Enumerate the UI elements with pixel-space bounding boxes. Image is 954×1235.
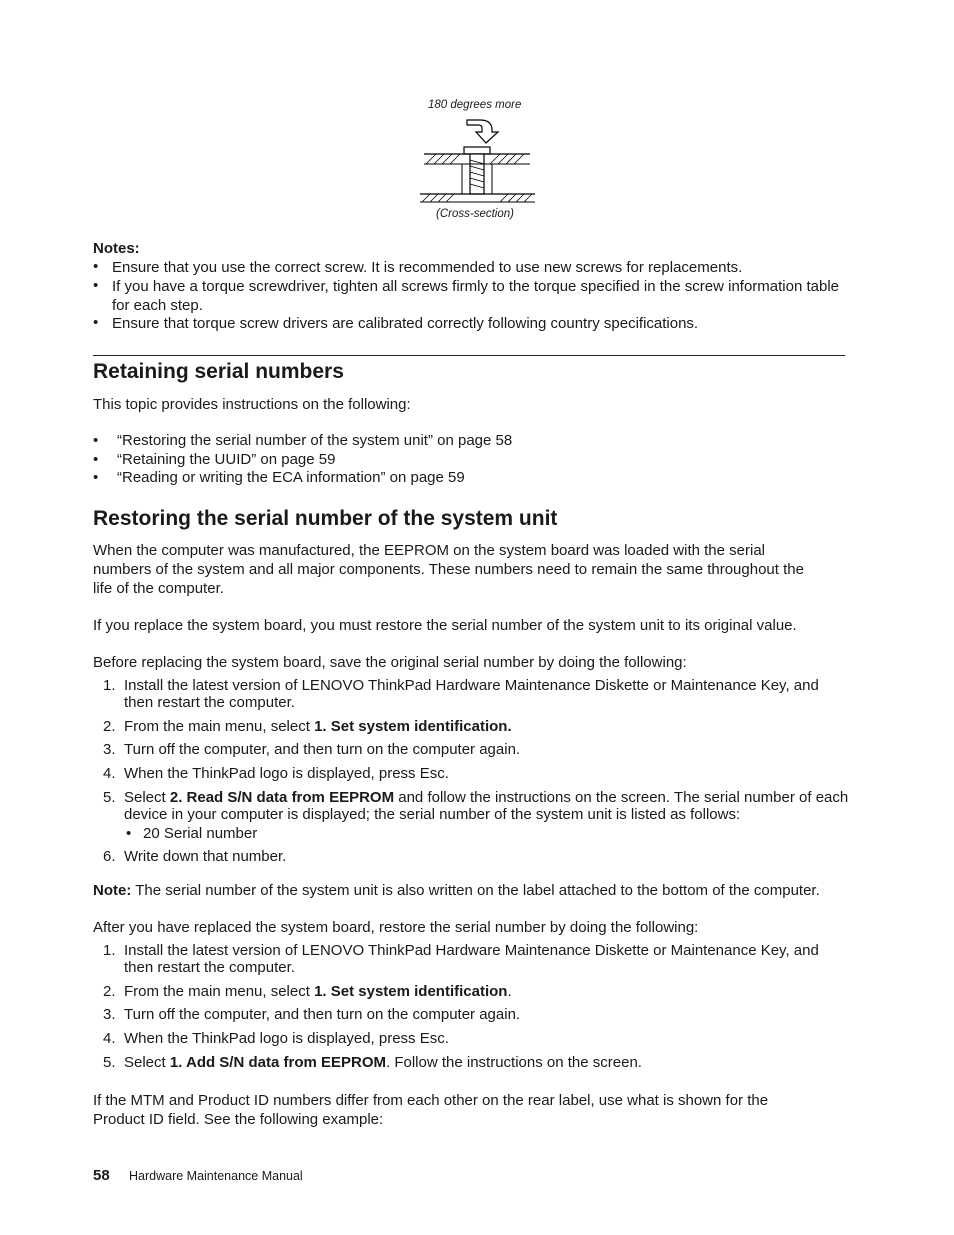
step-text: Turn off the computer, and then turn on the computer again. [124, 741, 521, 758]
topic-link[interactable]: “Retaining the UUID” on page 59 [117, 451, 336, 468]
note: Note: The serial number of the system unit is also written on the label attached to the bottom of the computer. [93, 882, 820, 899]
paragraph: Before replacing the system board, save the original serial number by doing the following: [93, 654, 687, 671]
paragraph: When the computer was manufactured, the EEPROM on the system board was loaded with the serial numbers of the system and all major components. These numbers need to remain the same throughout the life of the computer. [93, 542, 804, 597]
section-title-restoring-serial-number: Restoring the serial number of the system unit [93, 507, 558, 530]
step-text: Select 1. Add S/N data from EEPROM. Follow the instructions on the screen. [124, 1054, 642, 1071]
bullet: • [93, 432, 99, 449]
step-text: Write down that number. [124, 848, 287, 865]
step-text: When the ThinkPad logo is displayed, press Esc. [124, 765, 449, 782]
step-text: Install the latest version of LENOVO ThinkPad Hardware Maintenance Diskette or Maintenance Key, and then restart the computer. [124, 942, 819, 976]
step-text: Turn off the computer, and then turn on the computer again. [124, 1006, 521, 1023]
step-text: Select 2. Read S/N data from EEPROM and follow the instructions on the screen. The serial number of each device in your computer is displayed; the serial number of the system unit is listed as follows: [124, 789, 849, 823]
step-number: 2. [103, 718, 116, 735]
step-number: 4. [103, 1030, 116, 1047]
step-number: 1. [103, 677, 116, 694]
step-text: From the main menu, select 1. Set system identification. [124, 718, 512, 735]
note-item: If you have a torque screwdriver, tighten all screws firmly to the torque specified in the screw information table for each step. [112, 278, 840, 314]
note-item: Ensure that you use the correct screw. It is recommended to use new screws for replacements. [112, 259, 743, 276]
topic-link[interactable]: “Restoring the serial number of the system unit” on page 58 [117, 432, 513, 449]
step-number: 5. [103, 1054, 116, 1071]
page-number: 58 [93, 1167, 110, 1184]
section-intro: This topic provides instructions on the following: [93, 396, 411, 413]
step-text: Install the latest version of LENOVO ThinkPad Hardware Maintenance Diskette or Maintenance Key, and then restart the computer. [124, 677, 819, 711]
bullet: • [93, 314, 99, 331]
section-title-retaining-serial-numbers: Retaining serial numbers [93, 360, 344, 383]
paragraph: If you replace the system board, you must restore the serial number of the system unit to its original value. [93, 617, 797, 634]
bullet: • [93, 277, 99, 294]
screw-cross-section-illustration [420, 116, 535, 208]
notes-heading: Notes: [93, 240, 140, 257]
paragraph: After you have replaced the system board, restore the serial number by doing the following: [93, 919, 699, 936]
manual-title: Hardware Maintenance Manual [129, 1169, 303, 1183]
figure-bottom-label: (Cross-section) [436, 208, 514, 220]
sub-item: 20 Serial number [143, 825, 258, 842]
bullet: • [126, 825, 132, 842]
paragraph: If the MTM and Product ID numbers differ from each other on the rear label, use what is shown for the Product ID field. See the following example: [93, 1092, 769, 1128]
bullet: • [93, 258, 99, 275]
figure-top-label: 180 degrees more [428, 99, 522, 111]
topic-link[interactable]: “Reading or writing the ECA information” on page 59 [117, 469, 465, 486]
step-number: 3. [103, 741, 116, 758]
bullet: • [93, 469, 99, 486]
step-text: When the ThinkPad logo is displayed, press Esc. [124, 1030, 449, 1047]
step-number: 5. [103, 789, 116, 806]
bullet: • [93, 451, 99, 468]
step-number: 6. [103, 848, 116, 865]
step-text: From the main menu, select 1. Set system identification. [124, 983, 512, 1000]
step-number: 3. [103, 1006, 116, 1023]
step-number: 2. [103, 983, 116, 1000]
step-number: 1. [103, 942, 116, 959]
section-divider [93, 355, 845, 356]
step-number: 4. [103, 765, 116, 782]
note-item: Ensure that torque screw drivers are calibrated correctly following country specifications. [112, 315, 699, 332]
